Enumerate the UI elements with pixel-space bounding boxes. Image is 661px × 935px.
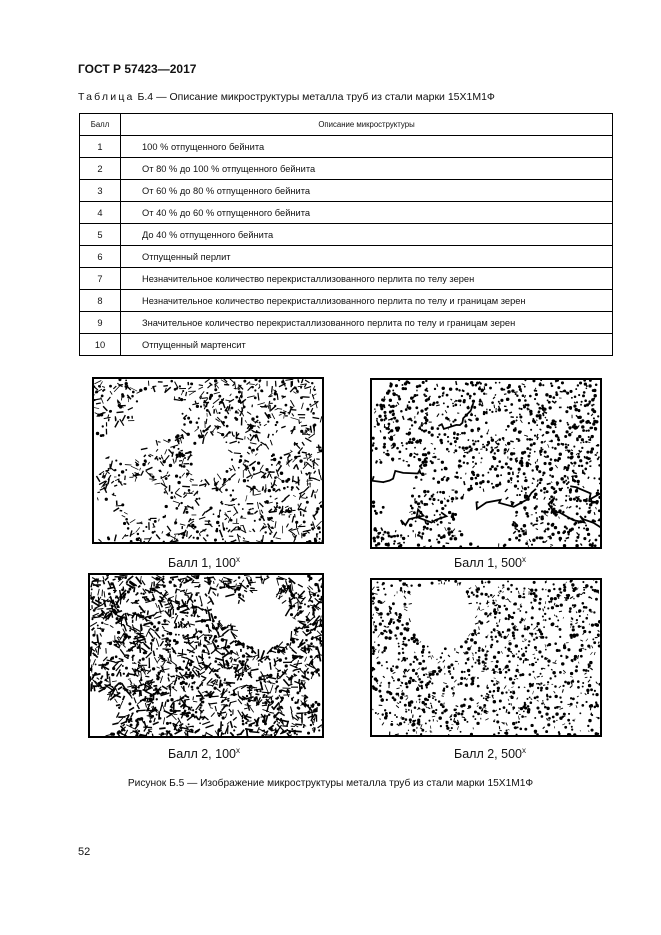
row-score: 2 xyxy=(80,158,121,180)
micrograph-label-1 xyxy=(168,555,240,570)
row-description: Значительное количество перекристаллизованного перлита по телу и границам зерен xyxy=(121,312,613,334)
micrograph-label-2 xyxy=(454,555,526,570)
table-caption xyxy=(78,91,495,103)
table-row xyxy=(80,246,613,268)
row-score: 1 xyxy=(80,136,121,158)
row-score: 9 xyxy=(80,312,121,334)
magnification-mark: x xyxy=(235,555,240,564)
row-score: 5 xyxy=(80,224,121,246)
microstructure-table xyxy=(79,113,613,356)
row-description: До 40 % отпущенного бейнита xyxy=(121,224,613,246)
table-header-row xyxy=(80,114,613,136)
table-row xyxy=(80,312,613,334)
magnification-mark: x xyxy=(521,555,526,564)
table-row xyxy=(80,202,613,224)
row-description: От 80 % до 100 % отпущенного бейнита xyxy=(121,158,613,180)
row-description: Отпущенный перлит xyxy=(121,246,613,268)
row-description: Отпущенный мартенсит xyxy=(121,334,613,356)
table-row xyxy=(80,290,613,312)
micrograph-score2-500x xyxy=(370,578,602,737)
label-text: Балл 1, 500 xyxy=(454,556,522,571)
page-number: 52 xyxy=(78,846,91,858)
table-row xyxy=(80,224,613,246)
magnification-mark: x xyxy=(521,746,526,755)
table-row xyxy=(80,180,613,202)
micrograph-score2-100x xyxy=(88,573,324,738)
header-score: Балл xyxy=(80,114,121,136)
row-score: 3 xyxy=(80,180,121,202)
row-score: 8 xyxy=(80,290,121,312)
magnification-mark: x xyxy=(235,746,240,755)
table-caption-text: Б.4 — Описание микроструктуры металла труб из стали марки 15Х1М1Ф xyxy=(137,91,495,103)
row-description: 100 % отпущенного бейнита xyxy=(121,136,613,158)
table-row xyxy=(80,136,613,158)
row-description: От 60 % до 80 % отпущенного бейнита xyxy=(121,180,613,202)
header-description: Описание микроструктуры xyxy=(121,114,613,136)
table-row xyxy=(80,158,613,180)
figure-caption: Рисунок Б.5 — Изображение микроструктуры металла труб из стали марки 15Х1М1Ф xyxy=(127,778,534,789)
micrograph-label-4 xyxy=(454,746,526,761)
table-caption-word: Таблица xyxy=(78,91,135,103)
row-description: От 40 % до 60 % отпущенного бейнита xyxy=(121,202,613,224)
micrograph-score1-100x xyxy=(92,377,324,544)
micrograph-score1-500x xyxy=(370,378,602,549)
table-row xyxy=(80,334,613,356)
table-row xyxy=(80,268,613,290)
label-text: Балл 2, 100 xyxy=(168,747,236,762)
label-text: Балл 2, 500 xyxy=(454,747,522,762)
row-score: 7 xyxy=(80,268,121,290)
label-text: Балл 1, 100 xyxy=(168,556,236,571)
micrograph-label-3 xyxy=(168,746,240,761)
row-description: Незначительное количество перекристаллизованного перлита по телу и границам зерен xyxy=(121,290,613,312)
row-score: 10 xyxy=(80,334,121,356)
row-score: 6 xyxy=(80,246,121,268)
row-description: Незначительное количество перекристаллизованного перлита по телу зерен xyxy=(121,268,613,290)
row-score: 4 xyxy=(80,202,121,224)
document-standard-header: ГОСТ Р 57423—2017 xyxy=(78,62,197,76)
